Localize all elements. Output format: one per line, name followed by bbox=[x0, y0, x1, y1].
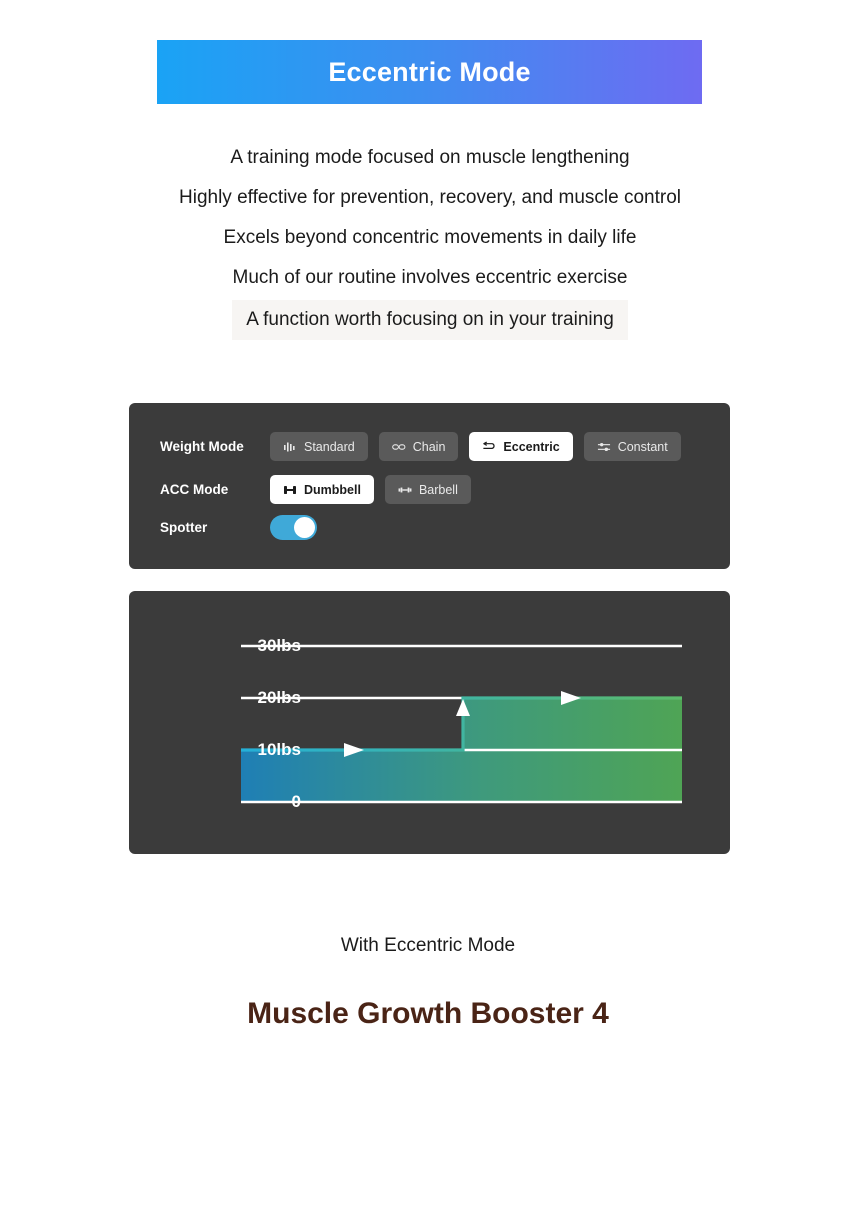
chart-ytick-30: 30lbs bbox=[257, 636, 301, 655]
description-line: Much of our routine involves eccentric exercise bbox=[232, 267, 628, 288]
footer-title: Muscle Growth Booster 4 bbox=[247, 997, 609, 1030]
header-banner bbox=[157, 40, 702, 104]
dumbbell-icon bbox=[283, 483, 297, 497]
acc-mode-barbell-label: Barbell bbox=[418, 482, 458, 497]
loop-arrow-icon bbox=[482, 440, 496, 454]
weight-mode-eccentric-button[interactable] bbox=[469, 432, 572, 461]
acc-mode-dumbbell-button[interactable] bbox=[270, 475, 374, 504]
weight-mode-eccentric-label: Eccentric bbox=[503, 439, 560, 454]
chart-ytick-10: 10lbs bbox=[257, 740, 301, 759]
description-line: Excels beyond concentric movements in daily life bbox=[223, 227, 637, 248]
bars-icon bbox=[283, 440, 297, 454]
weight-mode-label: Weight Mode bbox=[160, 439, 244, 454]
spotter-label: Spotter bbox=[160, 520, 208, 535]
description-line: Highly effective for prevention, recovery, and muscle control bbox=[179, 187, 681, 208]
load-profile-chart bbox=[129, 591, 730, 854]
weight-mode-constant-button[interactable] bbox=[584, 432, 681, 461]
acc-mode-barbell-button[interactable] bbox=[385, 475, 471, 504]
weight-mode-chain-label: Chain bbox=[412, 439, 446, 454]
chart-plot-area bbox=[129, 591, 730, 854]
chain-icon bbox=[392, 440, 406, 454]
spotter-row bbox=[160, 515, 317, 540]
acc-mode-dumbbell-label: Dumbbell bbox=[304, 482, 361, 497]
chart-svg bbox=[129, 591, 730, 854]
footer-subtitle: With Eccentric Mode bbox=[340, 935, 516, 956]
weight-mode-standard-label: Standard bbox=[304, 439, 355, 454]
sliders-icon bbox=[597, 440, 611, 454]
spotter-toggle-knob bbox=[294, 517, 315, 538]
weight-mode-chain-button[interactable] bbox=[379, 432, 459, 461]
description-line: A training mode focused on muscle lengthening bbox=[230, 147, 630, 168]
weight-mode-standard-button[interactable] bbox=[270, 432, 368, 461]
barbell-icon bbox=[398, 483, 412, 497]
chart-ytick-0: 0 bbox=[291, 792, 301, 811]
acc-mode-label: ACC Mode bbox=[160, 482, 229, 497]
spotter-toggle[interactable] bbox=[270, 515, 317, 540]
weight-mode-row bbox=[160, 432, 692, 461]
page-title: Eccentric Mode bbox=[328, 56, 531, 87]
weight-mode-constant-label: Constant bbox=[617, 439, 668, 454]
settings-panel bbox=[129, 403, 730, 569]
description-line-highlighted: A function worth focusing on in your training bbox=[232, 300, 628, 340]
description-list bbox=[0, 138, 860, 340]
chart-ytick-20: 20lbs bbox=[257, 688, 301, 707]
acc-mode-row bbox=[160, 475, 482, 504]
